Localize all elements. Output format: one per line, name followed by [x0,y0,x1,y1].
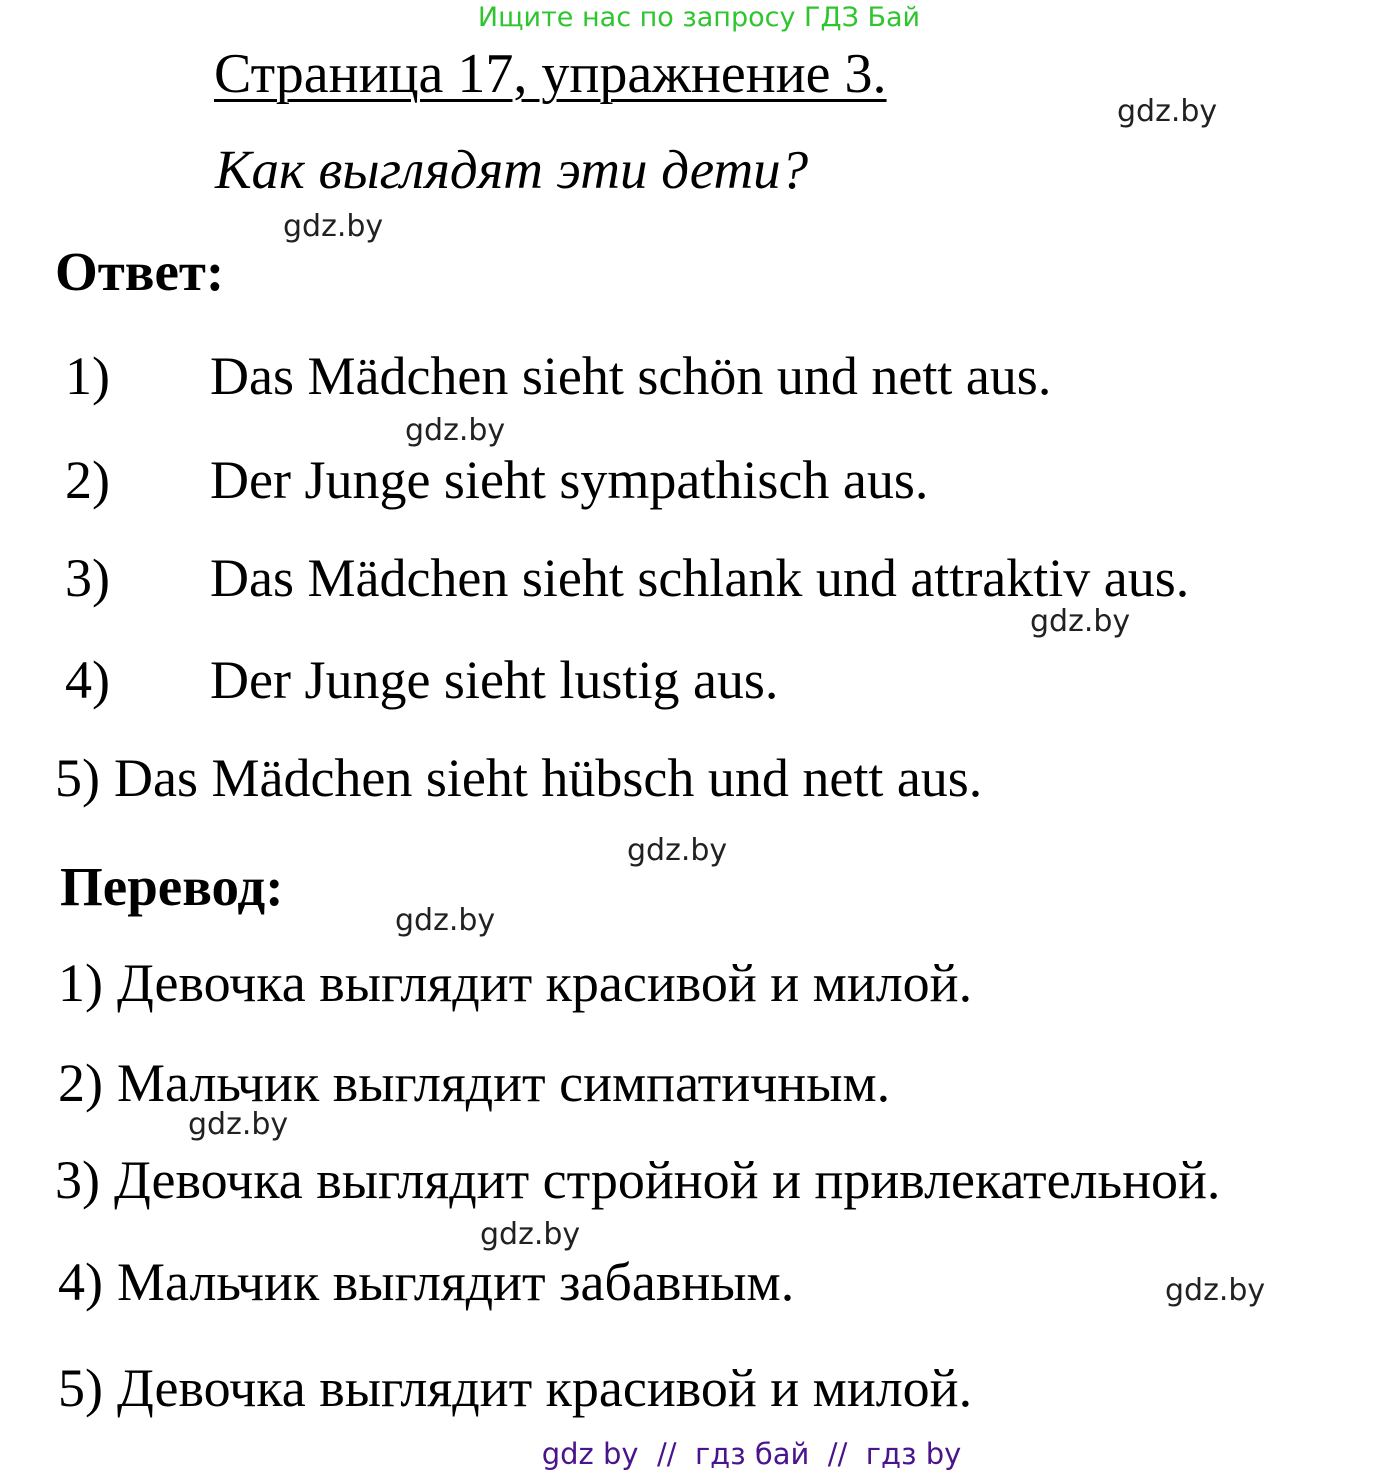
item-text: Девочка выглядит красивой и милой. [116,1358,973,1418]
promo-banner: Ищите нас по запросу ГДЗ Бай [477,2,921,33]
item-number: 3) [55,1150,100,1210]
translation-item-3 [55,1150,1220,1210]
item-number: 2) [65,450,110,510]
exercise-title: Страница 17, упражнение 3. [214,43,887,105]
item-text: Das Mädchen sieht schön und nett aus. [210,346,1052,406]
translation-item-4 [58,1252,794,1312]
item-text: Das Mädchen sieht schlank und attraktiv aus. [210,548,1190,608]
item-number: 5) [58,1358,103,1418]
gdz-watermark: gdz.by [395,903,496,938]
item-number: 3) [65,548,110,608]
item-text: Мальчик выглядит симпатичным. [116,1053,891,1113]
gdz-watermark: gdz.by [480,1217,581,1252]
translation-item-5 [58,1358,972,1418]
item-text: Девочка выглядит красивой и милой. [116,953,973,1013]
footer-watermark: gdz by // гдз бай // гдз by [541,1437,962,1471]
item-number: 1) [58,953,103,1013]
answer-item-2 [65,450,928,510]
item-text: Der Junge sieht lustig aus. [210,650,779,710]
gdz-watermark: gdz.by [1117,94,1218,129]
item-number: 5) [55,748,100,808]
translation-section-label: Перевод: [60,856,284,917]
item-text: Девочка выглядит стройной и привлекательной. [113,1150,1221,1210]
answer-item-3 [65,548,1189,608]
gdz-watermark: gdz.by [627,833,728,868]
item-number: 1) [65,346,110,406]
translation-item-1 [58,953,972,1013]
item-text: Мальчик выглядит забавным. [116,1252,795,1312]
gdz-watermark: gdz.by [405,413,506,448]
gdz-watermark: gdz.by [1030,604,1131,639]
answer-item-5 [55,748,982,808]
gdz-watermark: gdz.by [283,209,384,244]
item-text: Das Mädchen sieht hübsch und nett aus. [113,748,983,808]
item-number: 4) [58,1252,103,1312]
task-question: Как выглядят эти дети? [215,139,809,200]
gdz-watermark: gdz.by [1165,1273,1266,1308]
gdz-watermark: gdz.by [188,1107,289,1142]
translation-item-2 [58,1053,890,1113]
answer-item-1 [65,346,1051,406]
answer-section-label: Ответ: [55,241,225,302]
item-text: Der Junge sieht sympathisch aus. [210,450,929,510]
item-number: 4) [65,650,110,710]
answer-item-4 [65,650,778,710]
item-number: 2) [58,1053,103,1113]
